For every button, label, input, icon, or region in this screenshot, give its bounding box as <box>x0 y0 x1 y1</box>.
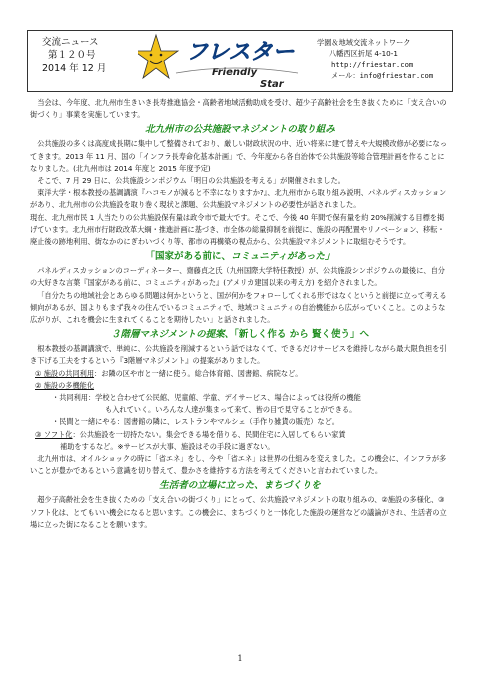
section1-paragraph-3: 東洋大学・根本教授の基調講演『ハコモノが減ると不幸になりますか?』、北九州市から取り組み説明、パネルディスカッションがあり、北九州市の公共施設を取り巻く現状と課題、公共施設マネジメントの必要性が話されました。 <box>30 188 447 210</box>
section3-paragraph-2: 北九州市は、オイルショックの時に「省エネ」をし、今や「省エネ」は世界の仕組みを変えました。この機会に、インフラが多いことが豊かであるという意識を切り替えて、豊かさを維持する方法を考えてくださいと言われていました。 <box>30 454 447 476</box>
section-heading-citizen: 生活者の立場に立った、まちづくりを <box>159 480 321 492</box>
list-subitem-private: ・民間と一緒にやる：図書館の隣に、レストランやマルシェ（手作り雑貨の販売）など。 <box>52 417 339 427</box>
star-icon <box>138 35 178 78</box>
logo-star: Star <box>260 79 284 90</box>
article-body <box>30 97 450 531</box>
list-subitem-shared-use: ・共同利用：学校と合わせて公民館、児童館、学童、デイサービス、場合によっては役所の機能 <box>52 393 361 403</box>
section1-paragraph-2: そこで、7 月 29 日に、公共施設シンポジウム「明日の公共施設を考える」が開催されました。 <box>37 176 345 186</box>
friendly-star-logo <box>138 33 328 91</box>
logo-friendly: Friendly <box>212 67 258 78</box>
list-item-soft: ③ ソフト化：公共施設を一切持たない。集会できる場を借りる、民間住宅に入居してもらい家賃 <box>35 429 346 439</box>
list-item-shared-use: ① 施設の共同利用：お隣の区や市と一緒に使う。総合体育館、図書館、病院など。 <box>35 368 303 378</box>
section2-paragraph-1: パネルディスカッションのコーディネーター、齋藤貞之氏（九州国際大学特任教授）が、公共施設シンポジウムの最後に、自分の大好きな言葉『国家がある前に、コミュニティがあった』(アメリカ建国以来の考え方) を紹介されました。 <box>30 266 445 288</box>
issue-info <box>42 36 122 75</box>
issue-date: 2014 年 12 月 <box>42 63 107 74</box>
list-item-soft-cont: 補助をするなど。※サービスが大事、施設はその手段に過ぎない。 <box>60 441 275 451</box>
section1-paragraph-1: 公共施設の多くは高度成長期に集中して整備されており、厳しい財政状況の中、近い将来に建て替えや大規模改修が必要になってきます。2013 年 11 月、国の「インフラ長寿命化基本計画」で、今年度から各自治体で公共施設等総合管理計画を作ることになりました。(北九州市は 2014 年度と 2015 年度予定) <box>30 139 447 173</box>
intro-paragraph: 当会は、今年度、北九州市生きいき長寿推進協会・高齢者地域活動助成を受け、超少子高齢社会を生き抜くために「支え合いの街づくり」事業を実施しています。 <box>30 98 447 120</box>
org-mail[interactable]: メール：info@friestar.com <box>331 71 434 80</box>
org-info <box>317 37 442 81</box>
list-subitem-shared-use-cont: も入れていく。いろんな人達が集まって来て、皆の目で見守ることができる。 <box>105 405 357 415</box>
section3-paragraph-1: 根本教授の基調講演で、単純に、公共施設を削減するという話ではなくて、できるだけサービスを維持しながら最大限負担を引き下げる工夫をするという『3階層マネジメント』の提案がありました。 <box>30 344 447 366</box>
org-address: 八幡西区折尾 4-10-1 <box>329 49 398 58</box>
page-number: 1 <box>237 654 243 663</box>
logo-title: フレスター <box>186 40 295 65</box>
newsletter-type: 交流ニュース <box>42 37 99 48</box>
org-name: 学園＆地域交流ネットワーク <box>317 38 411 47</box>
org-url[interactable]: http://friestar.com <box>331 60 414 69</box>
list-item-multifunction: ② 施設の多機能化 <box>35 380 95 390</box>
section1-paragraph-4: 現在、北九州市民 1 人当たりの公共施設保有量は政令市で最大です。そこで、今後 40 年間で保有量を約 20%削減する目標を掲げています。北九州市行財政改革大綱・推進計画に基づき、市全体の総量抑制を前提に、施設の再配置やリノベーション、移転・廃止後の跡地利用、街なかのにぎわいづくり等、都市の再構築の視点から、公共施設マネジメントに取組むそうです。 <box>30 212 445 247</box>
header-box <box>27 30 453 92</box>
section2-paragraph-2: 「自分たちの地域社会とあらゆる問題は何かというと、国が何かをフォローしてくれる形ではなくというと前提に立って考える傾向があるが、国よりもまず我々の住んでいるコミュニティで、地域コミュニティの自治機能から広がっていくこと。このような広がりが、これを機会に生まれてくることを期待したい」と話されました。 <box>30 290 447 325</box>
issue-number: 第１２０号 <box>48 50 96 61</box>
section-heading-public-facility: 北九州市の公共施設マネジメントの取り組み <box>145 124 335 136</box>
section-heading-community: 「国家がある前に、コミュニティがあった」 <box>145 251 335 263</box>
section-heading-three-tier: ３階層マネジメントの提案、「新しく作る から 賢く使う」へ <box>110 329 370 341</box>
section4-paragraph-1: 超少子高齢社会を生き抜くための「支え合いの街づくり」にとって、公共施設マネジメントの取り組みの、②施設の多様化、③ソフト化は、とてもいい機会になると思います。この機会に、まちづくりと一体化した施設の運営などの議論がされ、生活者の立場に立った街になることを願います。 <box>30 495 447 529</box>
